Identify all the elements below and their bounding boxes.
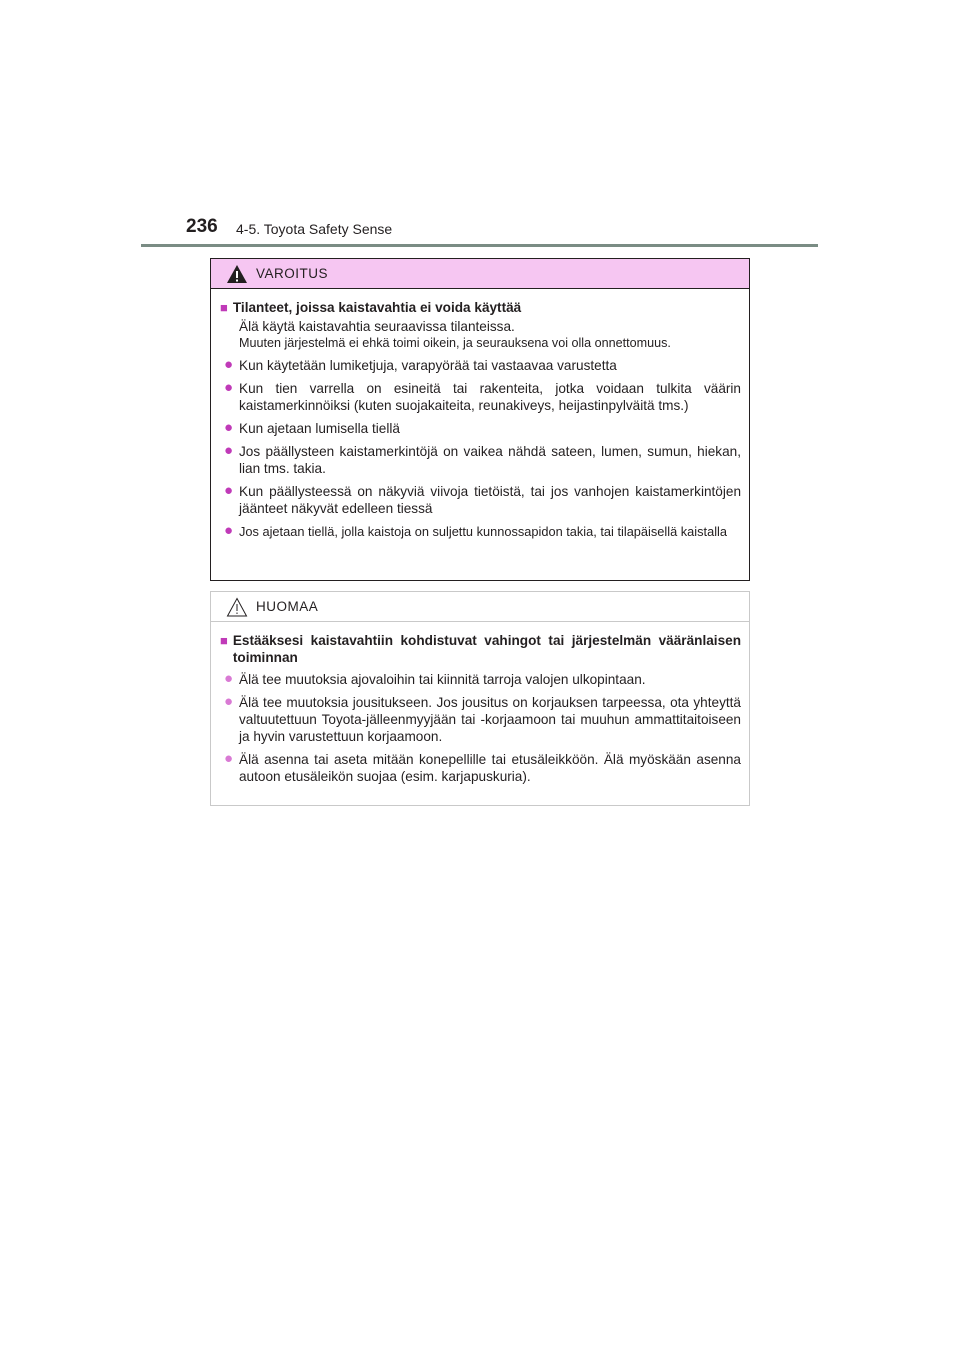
bullet-icon: ●	[224, 670, 234, 687]
list-item	[220, 671, 741, 688]
notice-heading	[220, 632, 741, 666]
bullet-icon: ●	[224, 356, 234, 373]
bullet-icon: ●	[224, 693, 234, 710]
caution-triangle-icon	[226, 597, 248, 617]
list-item	[220, 380, 741, 414]
list-item-text: Jos ajetaan tiellä, jolla kaistoja on suljettu kunnossapidon takia, tai tilapäisellä kaistalla	[239, 524, 727, 539]
page-header	[186, 216, 826, 246]
bullet-icon: ●	[224, 750, 234, 767]
notice-header	[211, 592, 749, 622]
warning-intro	[220, 318, 741, 352]
list-item-text: Kun ajetaan lumisella tiellä	[239, 421, 400, 436]
intro-line: Muuten järjestelmä ei ehkä toimi oikein, ja seurauksena voi olla onnettomuus.	[239, 336, 671, 350]
warning-label: VAROITUS	[256, 266, 329, 281]
square-bullet-icon: ■	[220, 633, 228, 648]
list-item	[220, 523, 741, 540]
list-item	[220, 420, 741, 437]
list-item	[220, 694, 741, 745]
list-item-text: Kun tien varrella on esineitä tai rakenteita, jotka voidaan tulkita väärin kaistamerkinnöiksi (kuten suojakaiteita, reunakiveys, heijastinpylväitä tms.)	[239, 381, 741, 413]
bullet-icon: ●	[224, 522, 234, 539]
section-title: 4-5. Toyota Safety Sense	[236, 221, 393, 237]
list-item-text: Jos päällysteen kaistamerkintöjä on vaikea nähdä sateen, lumen, sumun, hiekan, lian tms. takia.	[239, 444, 741, 476]
list-item	[220, 483, 741, 517]
notice-label: HUOMAA	[256, 599, 319, 614]
warning-triangle-icon	[226, 264, 248, 284]
bullet-icon: ●	[224, 419, 234, 436]
list-item-text: Kun päällysteessä on näkyviä viivoja tietöistä, tai jos vanhojen kaistamerkintöjen jäänteet näkyvät edelleen tiessä	[239, 484, 741, 516]
bullet-icon: ●	[224, 482, 234, 499]
warning-box	[210, 258, 750, 581]
warning-heading-text: Tilanteet, joissa kaistavahtia ei voida käyttää	[232, 300, 522, 315]
square-bullet-icon: ■	[220, 300, 228, 315]
notice-heading-text: Estääksesi kaistavahtiin kohdistuvat vahingot tai järjestelmän vääränlaisen toiminnan	[232, 633, 741, 665]
notice-box	[210, 591, 750, 806]
notice-content	[211, 622, 749, 785]
bullet-icon: ●	[224, 442, 234, 459]
warning-heading	[220, 299, 741, 316]
bullet-icon: ●	[224, 379, 234, 396]
list-item-text: Älä asenna tai aseta mitään konepellille tai etusäleikköön. Älä myöskään asenna autoon etusäleikön suojaa (esim. karjapuskuria).	[239, 752, 741, 784]
intro-line: Älä käytä kaistavahtia seuraavissa tilanteissa.	[239, 319, 515, 334]
list-item-text: Kun käytetään lumiketjuja, varapyörää tai vastaavaa varustetta	[239, 358, 617, 373]
list-item	[220, 357, 741, 374]
list-item-text: Älä tee muutoksia ajovaloihin tai kiinnitä tarroja valojen ulkopintaan.	[239, 672, 646, 687]
warning-content	[211, 289, 749, 540]
list-item	[220, 751, 741, 785]
header-divider	[141, 244, 818, 247]
list-item	[220, 443, 741, 477]
list-item-text: Älä tee muutoksia jousitukseen. Jos jousitus on korjauksen tarpeessa, ota yhteyttä valtuutettuun Toyota-jälleenmyyjään tai -korjaamoon tai muuhun ammattitaitoiseen ja hyvin varustettuun korjaamoon.	[239, 695, 741, 744]
warning-header	[211, 259, 749, 289]
page-number: 236	[186, 216, 218, 237]
